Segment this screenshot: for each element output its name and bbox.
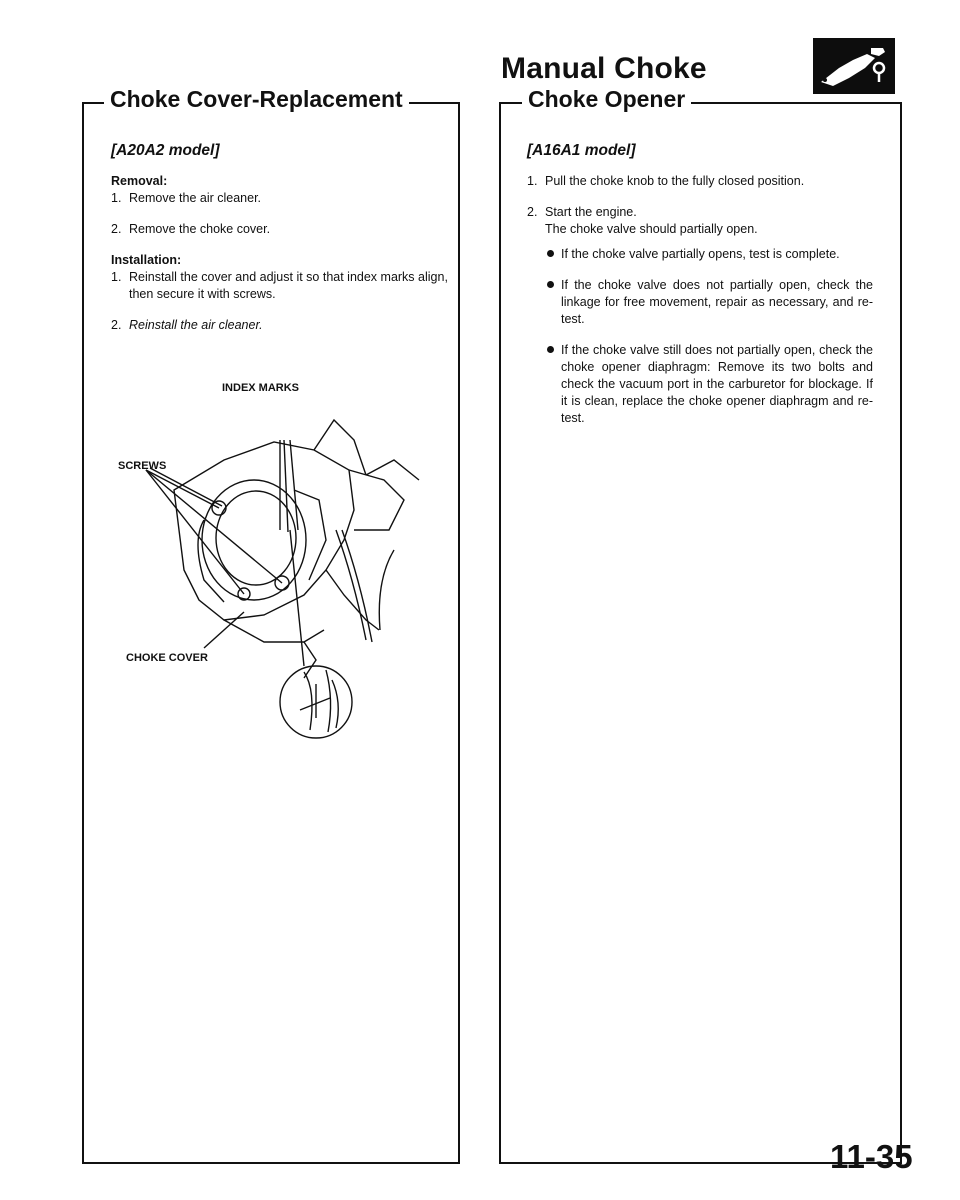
choke-cover-label: CHOKE COVER [126,652,208,664]
step-text [545,204,873,238]
left-section-content [111,142,459,348]
index-marks-label: INDEX MARKS [222,382,300,394]
step-number: 1. [111,270,122,284]
step-text: Reinstall the cover and adjust it so that index marks align, then secure it with screws. [129,270,448,301]
list-item [545,342,873,427]
step-main-text: Start the engine. [545,205,637,219]
step-subtext: The choke valve should partially open. [545,222,758,236]
screws-label: SCREWS [118,460,167,472]
choke-cover-diagram [104,380,450,760]
step-text: Remove the choke cover. [129,222,271,236]
removal-step [111,221,459,238]
installation-step [111,269,459,303]
bullet-text: If the choke valve does not partially open, check the linkage for free movement, repair as necessary, and re-test. [561,278,873,326]
installation-label: Installation: [111,253,182,267]
list-item [545,246,873,263]
right-section-heading: Choke Opener [522,86,691,113]
bullet-text: If the choke valve still does not partially open, check the choke opener diaphragm: Remove its two bolts and check the vacuum port in the carburetor for blockage. If it is clean, replace the choke opener diaphragm and re-test. [561,343,873,425]
list-item [545,277,873,328]
page-title: Manual Choke [501,52,707,85]
removal-label: Removal: [111,174,168,188]
left-model-label: [A20A2 model] [111,142,220,159]
page-number: 11-35 [830,1138,913,1175]
step-number: 1. [111,191,122,205]
step-number: 2. [111,222,122,236]
installation-step [111,317,459,334]
bullet-icon [545,277,561,328]
procedure-step [527,204,873,238]
step-text: Remove the air cleaner. [129,191,262,205]
bullet-icon [545,342,561,427]
fuel-system-icon [813,38,895,94]
step-number: 1. [527,174,538,188]
step-text: Pull the choke knob to the fully closed position. [545,174,805,188]
step-text: Reinstall the air cleaner. [129,318,263,332]
result-bullet-list [545,246,873,427]
left-section-heading: Choke Cover-Replacement [104,86,409,113]
removal-step [111,190,459,207]
step-number: 2. [111,318,122,332]
step-number: 2. [527,205,538,219]
right-corner-tick [499,102,501,116]
right-model-label: [A16A1 model] [527,142,636,159]
right-section-content [527,142,873,441]
procedure-step [527,173,873,190]
bullet-icon [545,246,561,263]
choke-cover-illustration [104,380,450,760]
bullet-text: If the choke valve partially opens, test is complete. [561,247,840,261]
left-corner-tick [82,102,84,116]
